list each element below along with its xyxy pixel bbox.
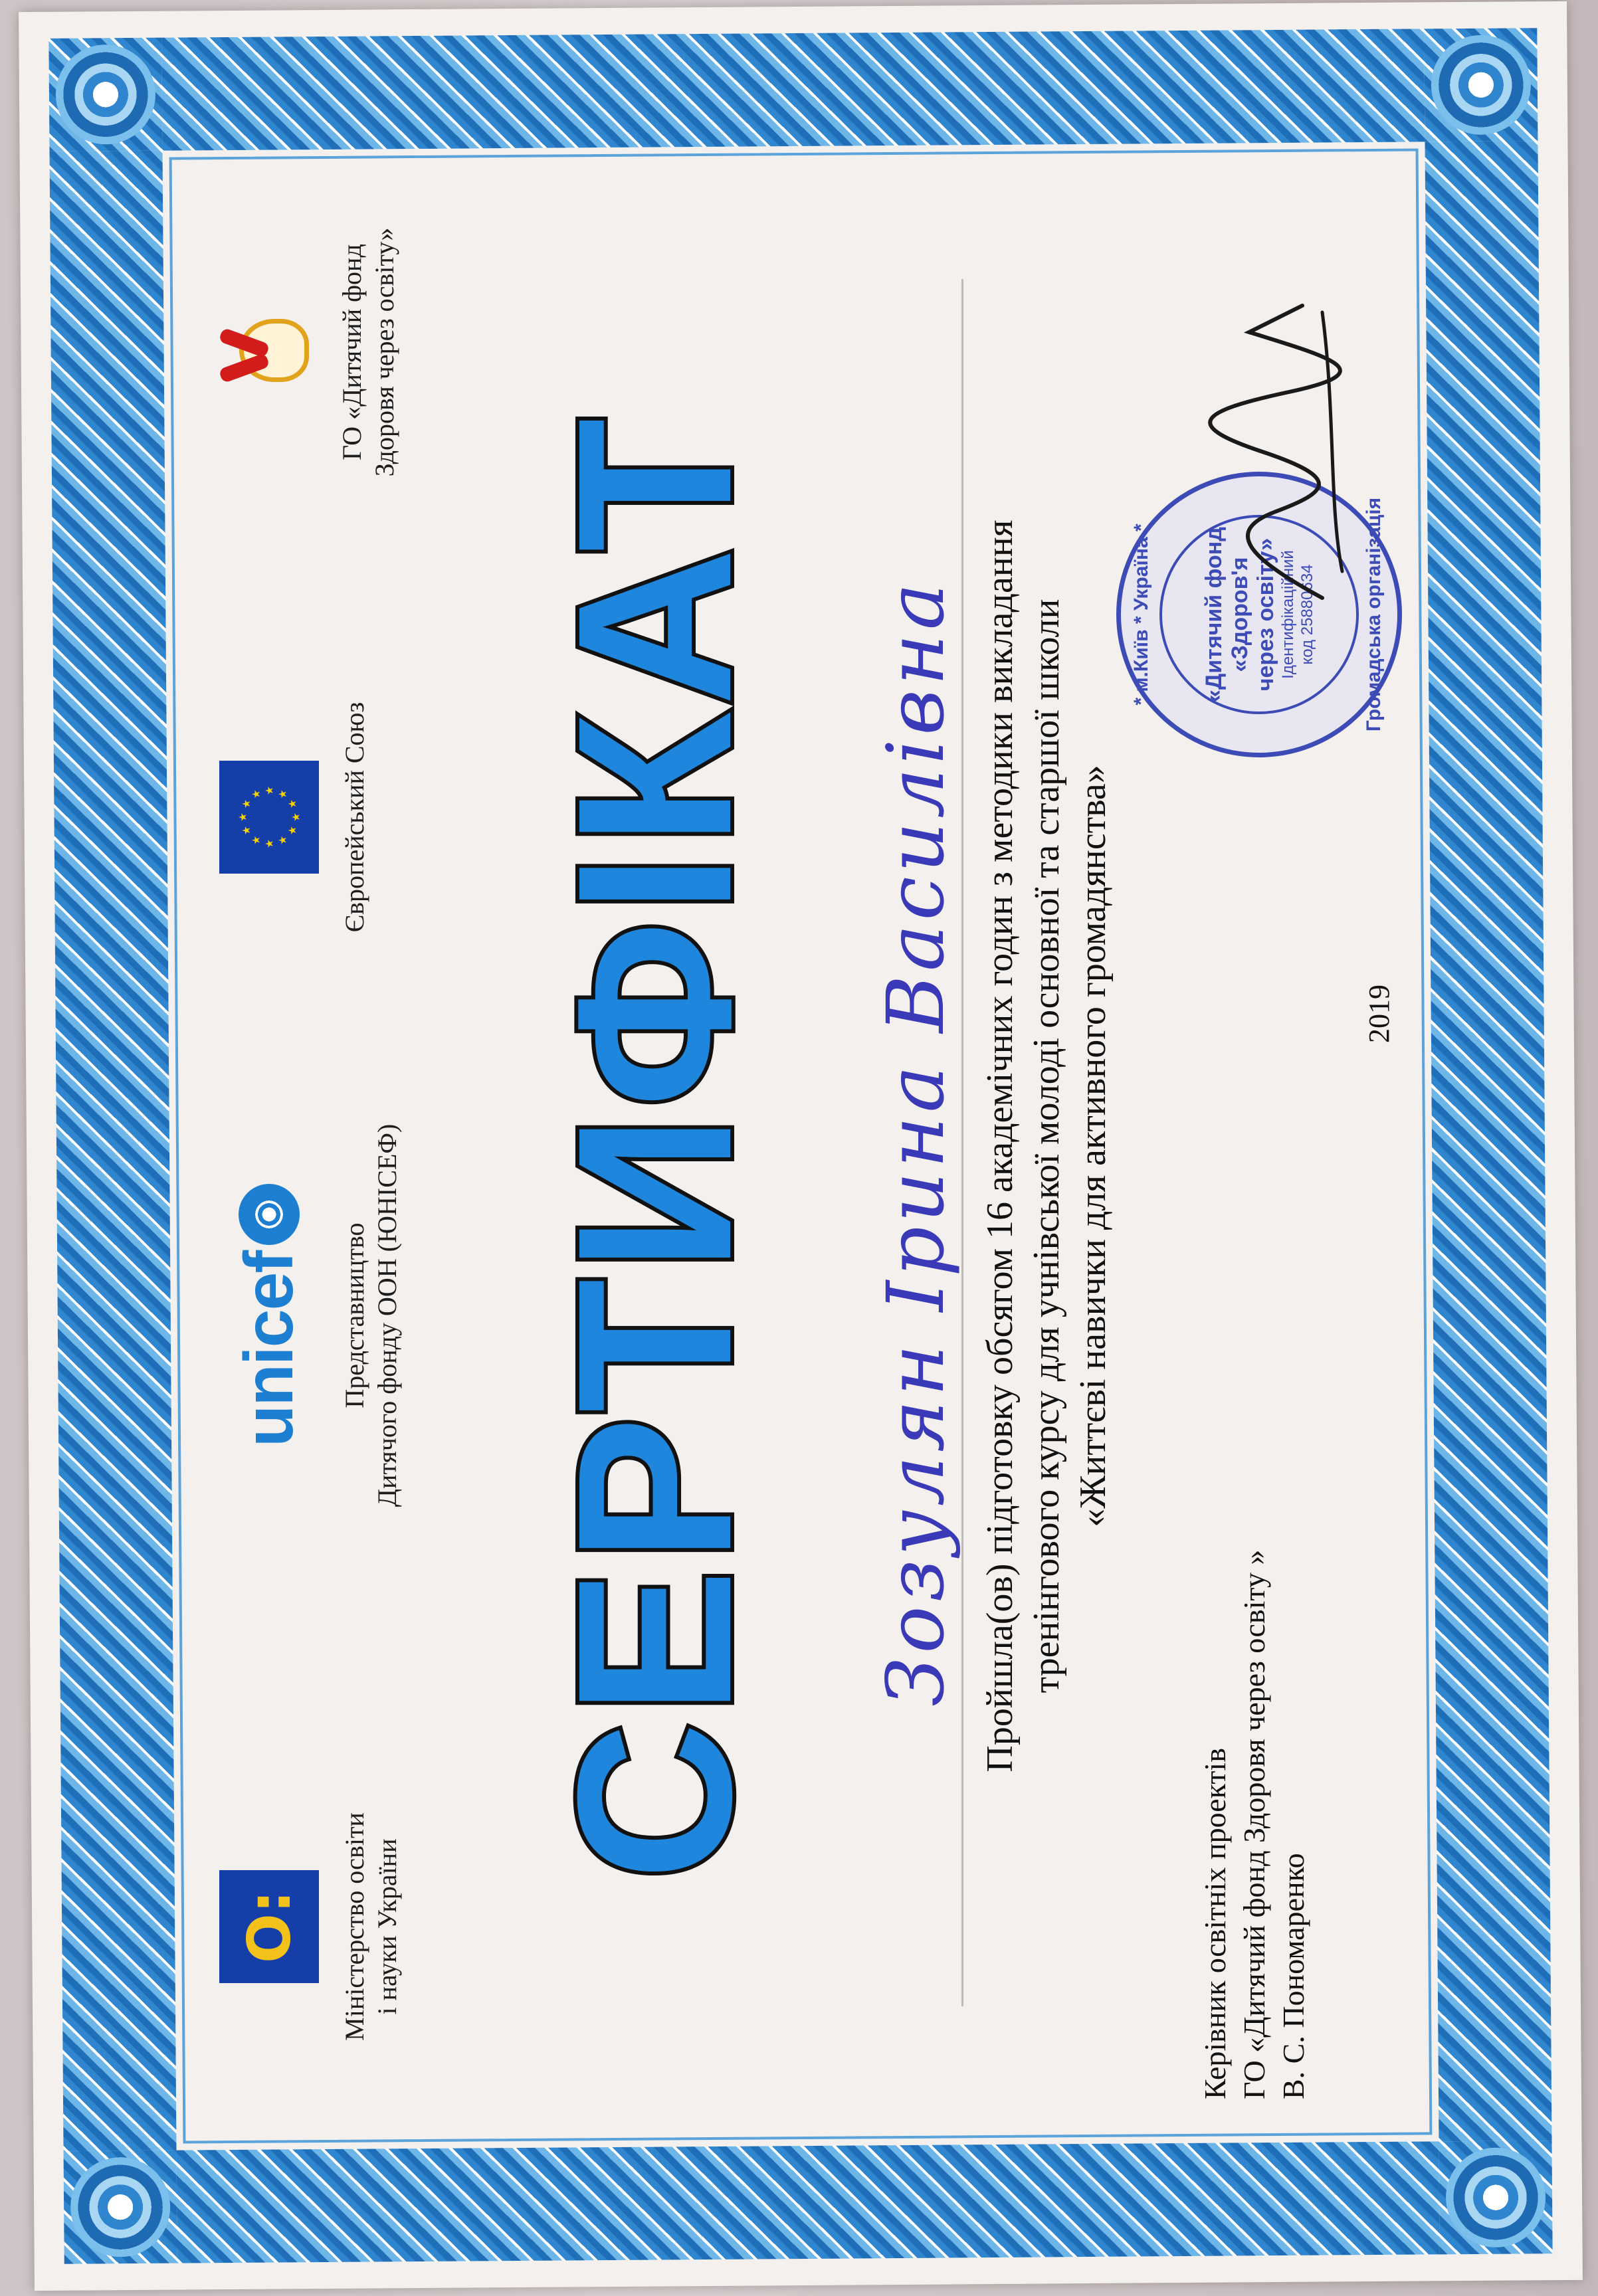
- unicef-logo-block: [219, 1103, 404, 1528]
- fund-caption: ГО «Дитячий фонд Здоровя через освіту»: [337, 227, 399, 477]
- eu-logo-block: [219, 678, 371, 957]
- eu-stars-circle: [233, 781, 306, 854]
- eu-star-icon: [278, 836, 286, 844]
- frame-corner-ornament: [1446, 2147, 1546, 2248]
- frame-corner-ornament: [1431, 35, 1531, 135]
- eu-flag-icon: [219, 761, 319, 874]
- signatory-block: Керівник освітніх проектів ГО «Дитячий фонд Здоровя через освіту » В. С. Пономаренко: [1198, 1549, 1310, 2099]
- eu-star-icon: [242, 800, 250, 808]
- unicef-caption: Представництво Дитячого фонду ООН (ЮНІСЕФ): [340, 1123, 402, 1507]
- eu-star-icon: [288, 800, 296, 808]
- ministry-education-logo-icon: O:: [219, 1870, 319, 1983]
- unicef-wordmark: unicef: [230, 1251, 308, 1448]
- eu-star-icon: [292, 813, 300, 821]
- certificate-content: [173, 100, 1435, 2192]
- handwritten-signature: [1169, 292, 1382, 611]
- eu-star-icon: [252, 790, 260, 798]
- eu-star-icon: [252, 836, 260, 844]
- fund-logo-block: [219, 213, 401, 492]
- logo-row: [173, 100, 545, 2192]
- bell-fund-logo-icon: [219, 302, 319, 402]
- issue-year: 2019: [1363, 985, 1395, 1043]
- eu-star-icon: [278, 790, 286, 798]
- unicef-globe-icon: [239, 1184, 300, 1245]
- recipient-name: Зозулян Ірина Василівна: [870, 579, 961, 1707]
- unicef-logo: [219, 1103, 319, 1528]
- eu-caption: Європейський Союз: [340, 702, 369, 933]
- eu-star-icon: [265, 787, 273, 795]
- certificate-body: Пройшла(ов) підготовку обсягом 16 академічних годин з методики викладання тренінгового курсу для учнівської молоді основної та старшої школи «Життєві навички для активного громадянства»: [979, 520, 1114, 1772]
- eu-star-icon: [239, 813, 247, 821]
- organization-stamp: * м.Київ * Україна * «Дитячий фонд «Здоров'я через освіту» Ідентифікаційний код 25880634 Громадська організація: [1116, 472, 1402, 757]
- recipient-line: [864, 279, 963, 2006]
- ministry-caption: Міністерство освіти і науки України: [340, 1812, 402, 2041]
- frame-corner-ornament: [70, 2157, 171, 2257]
- certificate-title: СЕРТИФІКАТ: [532, 411, 777, 1881]
- eu-star-icon: [288, 826, 296, 834]
- eu-star-icon: [265, 840, 273, 848]
- eu-star-icon: [242, 826, 250, 834]
- ministry-logo-block: [219, 1774, 404, 2079]
- frame-corner-ornament: [55, 45, 155, 145]
